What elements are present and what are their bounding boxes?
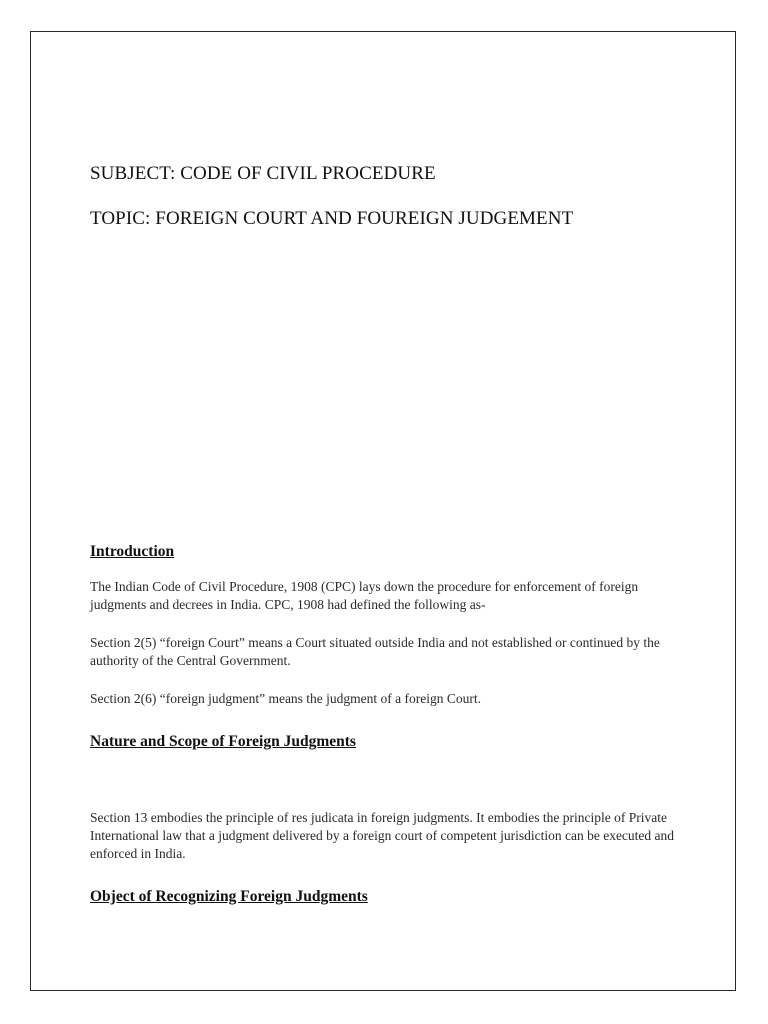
topic-title: TOPIC: FOREIGN COURT AND FOUREIGN JUDGEMENT xyxy=(90,208,574,229)
introduction-heading: Introduction xyxy=(90,543,175,560)
section-13-paragraph: Section 13 embodies the principle of res judicata in foreign judgments. It embodies the principle of Private International law that a judgment delivered by a foreign court of competent jurisdiction can be executed and enforced in India. xyxy=(90,810,675,861)
object-heading: Object of Recognizing Foreign Judgments xyxy=(90,888,368,905)
introduction-paragraph: The Indian Code of Civil Procedure, 1908 (CPC) lays down the procedure for enforcement of foreign judgments and decrees in India. CPC, 1908 had defined the following as- xyxy=(90,579,639,612)
section-2-6-paragraph: Section 2(6) “foreign judgment” means the judgment of a foreign Court. xyxy=(90,691,482,706)
nature-scope-heading: Nature and Scope of Foreign Judgments xyxy=(90,733,356,750)
section-2-5-paragraph: Section 2(5) “foreign Court” means a Court situated outside India and not established or continued by the authority of the Central Government. xyxy=(90,635,660,668)
subject-title: SUBJECT: CODE OF CIVIL PROCEDURE xyxy=(90,163,436,184)
